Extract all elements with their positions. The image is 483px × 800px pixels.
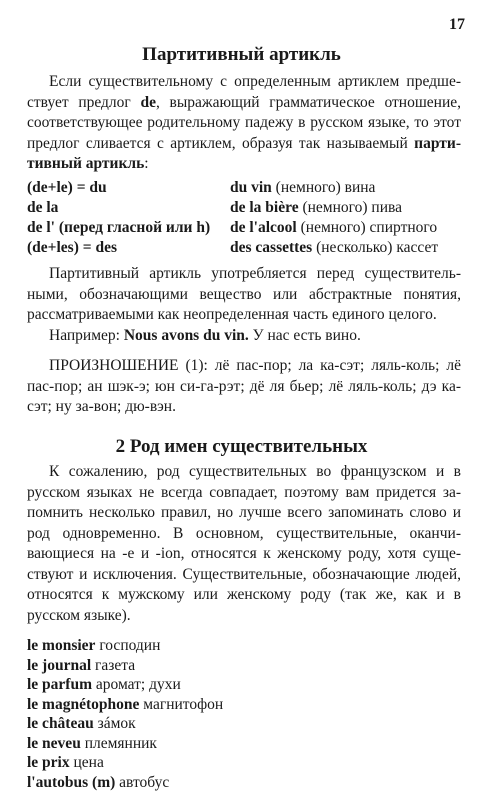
intro-text: , выражающий грамматическое отношение, соответствующее родительному падежу в русском языке, то этот предлог сливается с артиклем, образуя так называемый: [27, 93, 461, 152]
form-cell: de la: [27, 199, 59, 216]
section-heading: 2 Род имен существительных: [115, 436, 368, 457]
vocab-fr: le magnétophone: [27, 695, 140, 713]
list-item: [27, 714, 461, 734]
table-row: [27, 198, 461, 218]
intro-paragraph: [27, 72, 461, 175]
intro-de: de: [140, 93, 156, 111]
list-item: [27, 734, 461, 754]
example-fr: de la bière: [230, 199, 299, 216]
form-cell: (de+les) = des: [27, 239, 117, 256]
vocab-fr: le journal: [27, 656, 92, 674]
example-fr: du vin: [230, 179, 272, 196]
example-label: Например:: [49, 327, 124, 344]
vocab-ru: зáмок: [93, 715, 136, 732]
vocab-fr: le prix: [27, 754, 70, 771]
section-title-partitive-article: [0, 44, 483, 66]
vocab-fr: le neveu: [27, 734, 81, 752]
example-cell: [230, 198, 461, 218]
example-fr: de l'alcool: [230, 219, 297, 236]
example-ru: (немного) пива: [298, 199, 403, 216]
vocab-ru: аромат; духи: [92, 676, 181, 693]
list-item: [27, 753, 461, 773]
vocab-ru: магнитофон: [139, 695, 224, 713]
example-ru: (немного) спиртного: [296, 219, 438, 236]
example-line: [27, 326, 461, 347]
example-ru: (несколько) кассет: [312, 239, 439, 256]
usage-paragraph: Партитивный артикль употребляется перед существительными, обозначающими вещество или абстрактные понятия, рассматриваемыми как неопределенная часть единого целого.: [27, 265, 461, 323]
list-item: [27, 695, 461, 715]
example-fr: des cassettes: [230, 239, 313, 256]
vocab-fr: le château: [27, 715, 94, 732]
list-item: [27, 656, 461, 676]
example-ru: (немного) вина: [271, 179, 376, 196]
list-item: [27, 773, 461, 793]
form-cell: de l' (перед гласной или h): [27, 219, 211, 236]
example-french: Nous avons du vin.: [123, 327, 249, 344]
intro-text: Если существительному с определенным артиклем предшествует предлог: [27, 73, 461, 111]
vocab-ru: господин: [95, 637, 161, 654]
page-number: 17: [449, 16, 465, 33]
list-item: [27, 675, 461, 695]
vocab-ru: племянник: [80, 734, 157, 752]
list-item: [27, 636, 461, 656]
gender-paragraph: К сожалению, род существительных во французском и в русском языках не всегда совпадает, поэтому вам придется запомнить несколько правил, но лучше всего запоминать слово и род одновременно. В основном, существительные, оканчивающиеся на -e и -ion, относятся к женскому роду, хотя существуют и исключения. Существительные, обозначающие людей, относятся к мужскому или женскому роду (так же, как и в русском языке).: [27, 463, 461, 624]
vocab-ru: автобус: [115, 773, 170, 791]
example-cell: [230, 238, 461, 258]
vocab-ru: цена: [69, 754, 104, 771]
vocabulary-list: [27, 636, 461, 792]
table-row: [27, 218, 461, 238]
table-row: [27, 238, 461, 258]
vocab-fr: le monsier: [27, 637, 96, 654]
table-row: [27, 178, 461, 198]
pronunciation-paragraph: ПРОИЗНОШЕНИЕ (1): лё пас-пор; ла ка-сэт; ляль-коль; лё пас-пор; ан шэк-э; юн си-га-рэт; дё ля бьер; лё ляль-коль; дэ ка-сэт; ну за-вон; дю-вэн.: [27, 357, 461, 415]
example-cell: [230, 178, 461, 198]
form-cell: (de+le) = du: [27, 179, 107, 196]
intro-colon: :: [144, 155, 149, 172]
article-forms-table: [27, 178, 461, 258]
example-cell: [230, 218, 461, 238]
vocab-fr: l'autobus (m): [27, 773, 116, 791]
section-heading: Партитивный артикль: [142, 44, 341, 65]
vocab-ru: газета: [91, 656, 136, 674]
example-russian: У нас есть вино.: [248, 327, 361, 344]
vocab-fr: le parfum: [27, 676, 93, 693]
intro-term: партитивный артикль: [27, 134, 461, 172]
section-title-noun-gender: [0, 436, 483, 458]
